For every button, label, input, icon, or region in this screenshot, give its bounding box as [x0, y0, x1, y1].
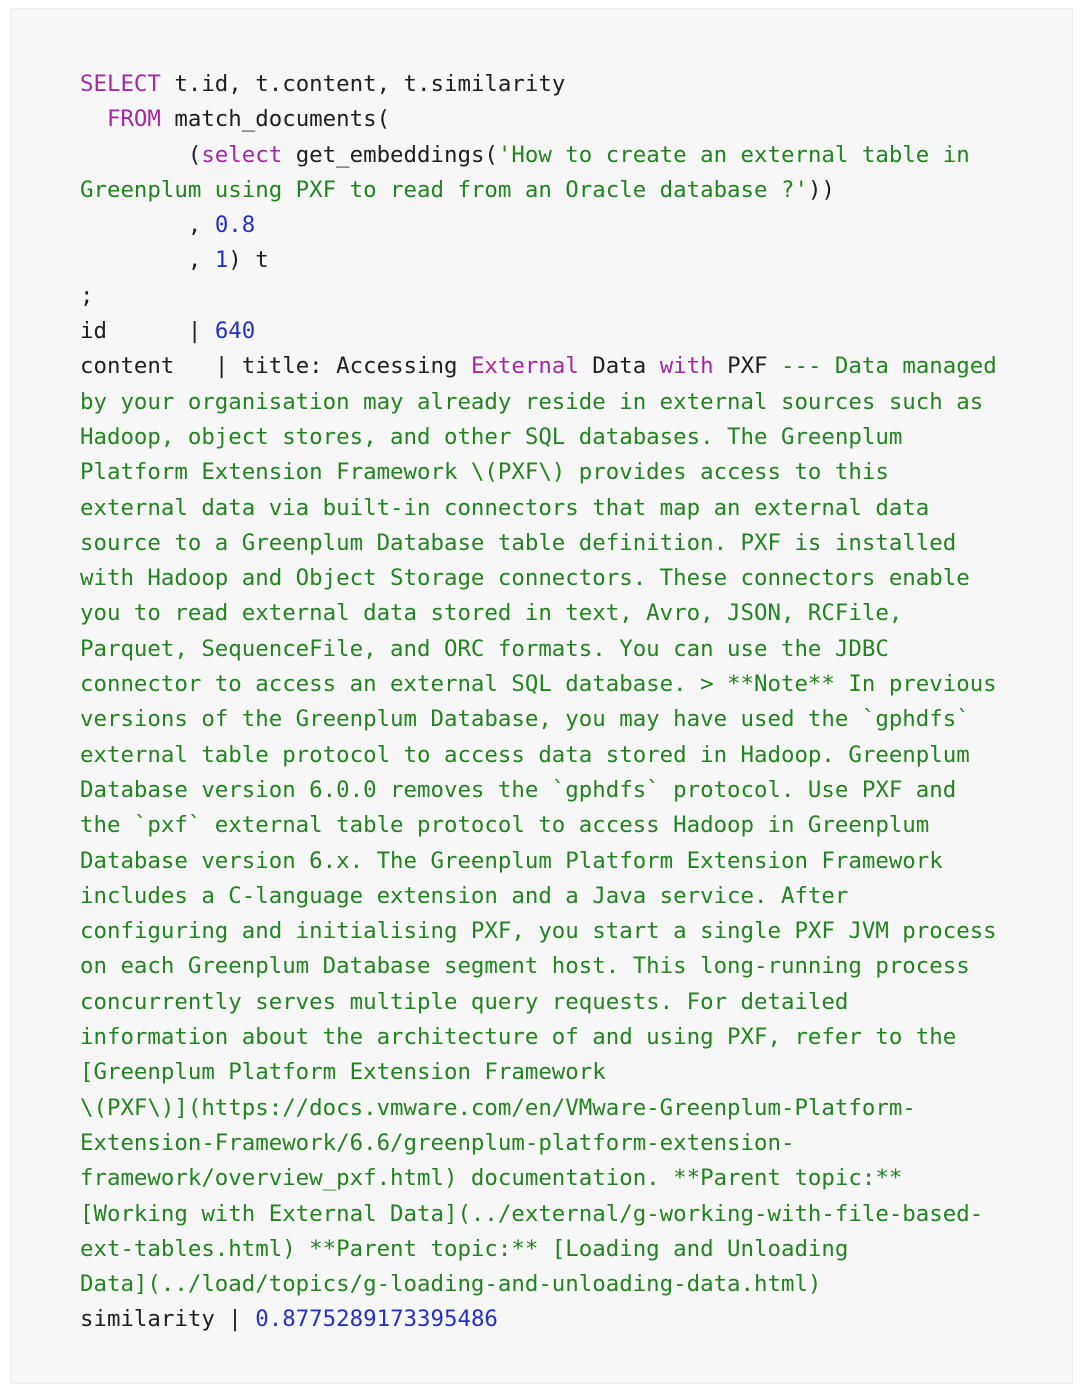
content-line: you to read external data stored in text, Avro, JSON, RCFile,: [80, 600, 903, 627]
content-line: \(PXF\)](https://docs.vmware.com/en/VMware-Greenplum-Platform-: [80, 1094, 916, 1121]
content-line: Platform Extension Framework \(PXF\) provides access to this: [80, 459, 889, 486]
content-separator: |: [174, 353, 242, 380]
arg2-prefix: ,: [80, 212, 215, 239]
from-function: match_documents(: [160, 106, 391, 133]
inner-call: get_embeddings(: [282, 141, 498, 168]
content-line: Parquet, SequenceFile, and ORC formats. You can use the JDBC: [80, 635, 889, 662]
similarity-label: similarity: [80, 1306, 215, 1333]
question-string-line-2: Greenplum using PXF to read from an Oracle database ?': [80, 176, 808, 203]
id-label: id: [80, 318, 107, 345]
content-line: Data](../load/topics/g-loading-and-unloading-data.html): [80, 1271, 822, 1298]
content-line: concurrently serves multiple query requests. For detailed: [80, 988, 849, 1015]
select-keyword: SELECT: [80, 71, 161, 97]
id-separator: |: [106, 318, 215, 345]
inner-open: (: [80, 141, 202, 168]
content-line: connector to access an external SQL database. > **Note** In previous: [80, 671, 997, 698]
content-line: Extension-Framework/6.6/greenplum-platform-extension-: [80, 1129, 795, 1156]
id-value: 640: [214, 318, 256, 345]
content-line: versions of the Greenplum Database, you may have used the `gphdfs`: [80, 706, 970, 733]
content-line: external data via built-in connectors that map an external data: [80, 494, 930, 521]
content-line: Hadoop, object stores, and other SQL databases. The Greenplum: [80, 423, 903, 450]
statement-terminator: ;: [80, 282, 94, 309]
arg3-suffix: ) t: [228, 247, 269, 274]
content-line: framework/overview_pxf.html) documentation. **Parent topic:**: [80, 1165, 903, 1192]
content-line: the `pxf` external table protocol to access Hadoop in Greenplum: [80, 812, 930, 839]
content-line: [Greenplum Platform Extension Framework: [80, 1059, 606, 1086]
limit-value: 1: [214, 247, 229, 274]
content-line: with Hadoop and Object Storage connectors. These connectors enable: [80, 565, 970, 592]
arg3-prefix: ,: [80, 247, 215, 274]
content-line: ext-tables.html) **Parent topic:** [Loading and Unloading: [80, 1235, 849, 1262]
content-first-line-rest: --- Data managed: [767, 353, 997, 380]
content-title-after: PXF: [713, 353, 768, 380]
code-block: [10, 8, 1073, 1384]
inner-select-keyword: select: [201, 141, 283, 168]
content-line: on each Greenplum Database segment host. This long-running process: [80, 953, 970, 980]
content-line: [Working with External Data](../external/g-working-with-file-based-: [80, 1200, 984, 1227]
select-columns: t.id, t.content, t.similarity: [160, 71, 566, 97]
content-line: external table protocol to access data stored in Hadoop. Greenplum: [80, 741, 970, 768]
question-string-line-1: 'How to create an external table in: [497, 141, 970, 168]
sql-query-and-result: [80, 67, 997, 1338]
content-label: content: [80, 353, 175, 380]
content-line: information about the architecture of and using PXF, refer to the: [80, 1024, 957, 1051]
inner-close: )): [807, 176, 835, 203]
content-title-prefix: title: Accessing: [241, 353, 471, 380]
similarity-value: 0.8775289173395486: [255, 1306, 498, 1333]
threshold-value: 0.8: [214, 212, 256, 239]
content-title-keyword-2: with: [659, 353, 714, 380]
content-line: Database version 6.0.0 removes the `gphdfs` protocol. Use PXF and: [80, 776, 957, 803]
content-title-keyword: External: [470, 353, 579, 380]
from-indent: [80, 106, 107, 132]
similarity-separator: |: [214, 1306, 256, 1333]
content-title-middle: Data: [578, 353, 660, 380]
from-keyword: FROM: [106, 106, 161, 133]
content-line: Database version 6.x. The Greenplum Platform Extension Framework: [80, 847, 943, 874]
content-line: source to a Greenplum Database table definition. PXF is installed: [80, 529, 957, 556]
content-line: configuring and initialising PXF, you start a single PXF JVM process: [80, 918, 997, 945]
content-line: includes a C-language extension and a Java service. After: [80, 882, 849, 909]
content-line: by your organisation may already reside in external sources such as: [80, 388, 984, 415]
